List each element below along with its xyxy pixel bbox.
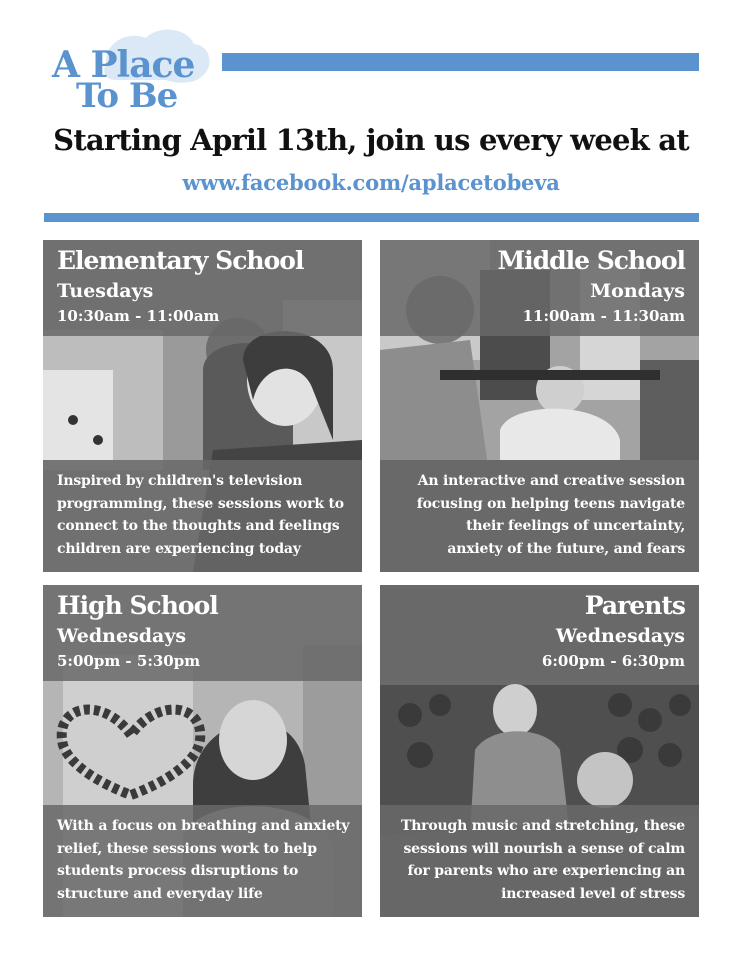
panel-time: 5:00pm - 5:30pm	[57, 652, 201, 670]
description-line: programming, these sessions work to	[57, 495, 344, 512]
panel-header	[380, 585, 699, 681]
panel-header	[43, 585, 362, 681]
panel-time: 10:30am - 11:00am	[57, 307, 220, 325]
facebook-link[interactable]: www.facebook.com/aplacetobeva	[182, 170, 560, 195]
description-line: Through music and stretching, these	[400, 818, 685, 834]
headline: Starting April 13th, join us every week at	[53, 123, 689, 157]
panel-header	[380, 240, 699, 336]
panel-day: Tuesdays	[57, 280, 154, 302]
description-line: Inspired by children's television	[57, 473, 303, 489]
panel-title: Parents	[584, 591, 685, 620]
panel-description	[43, 460, 362, 572]
panel-title: Elementary School	[57, 246, 304, 275]
description-line: their feelings of uncertainty,	[466, 518, 685, 534]
description-line: connect to the thoughts and feelings	[57, 518, 340, 534]
panel-description	[380, 460, 699, 572]
description-line: sessions will nourish a sense of calm	[403, 840, 685, 857]
panel-elementary-school	[43, 240, 362, 572]
logo-text-line1: A Place	[52, 44, 195, 86]
panel-time: 6:00pm - 6:30pm	[541, 652, 685, 670]
panel-description	[43, 805, 362, 917]
description-line: children are experiencing today	[57, 540, 301, 557]
description-line: for parents who are experiencing an	[407, 863, 685, 879]
description-line: anxiety of the future, and fears	[447, 540, 685, 557]
panel-title: High School	[57, 591, 218, 620]
description-line: An interactive and creative session	[417, 473, 685, 489]
description-line: relief, these sessions work to help	[57, 840, 317, 857]
panel-middle-school	[380, 240, 699, 572]
panel-day: Wednesdays	[555, 625, 685, 647]
description-line: structure and everyday life	[57, 885, 263, 902]
panel-high-school	[43, 585, 362, 917]
panel-time: 11:00am - 11:30am	[522, 307, 685, 325]
description-line: students process disruptions to	[57, 863, 299, 879]
panel-description	[380, 805, 699, 917]
panel-parents	[380, 585, 699, 917]
description-line: focusing on helping teens navigate	[416, 495, 685, 512]
panel-title: Middle School	[497, 246, 685, 275]
panel-header	[43, 240, 362, 336]
panel-day: Mondays	[590, 280, 685, 302]
description-line: increased level of stress	[501, 885, 685, 902]
description-line: With a focus on breathing and anxiety	[57, 818, 350, 834]
header-accent-bar	[222, 53, 699, 71]
panel-day: Wednesdays	[57, 625, 187, 647]
logo	[46, 24, 214, 114]
logo-text-line2: To Be	[76, 76, 178, 116]
divider	[44, 213, 699, 222]
